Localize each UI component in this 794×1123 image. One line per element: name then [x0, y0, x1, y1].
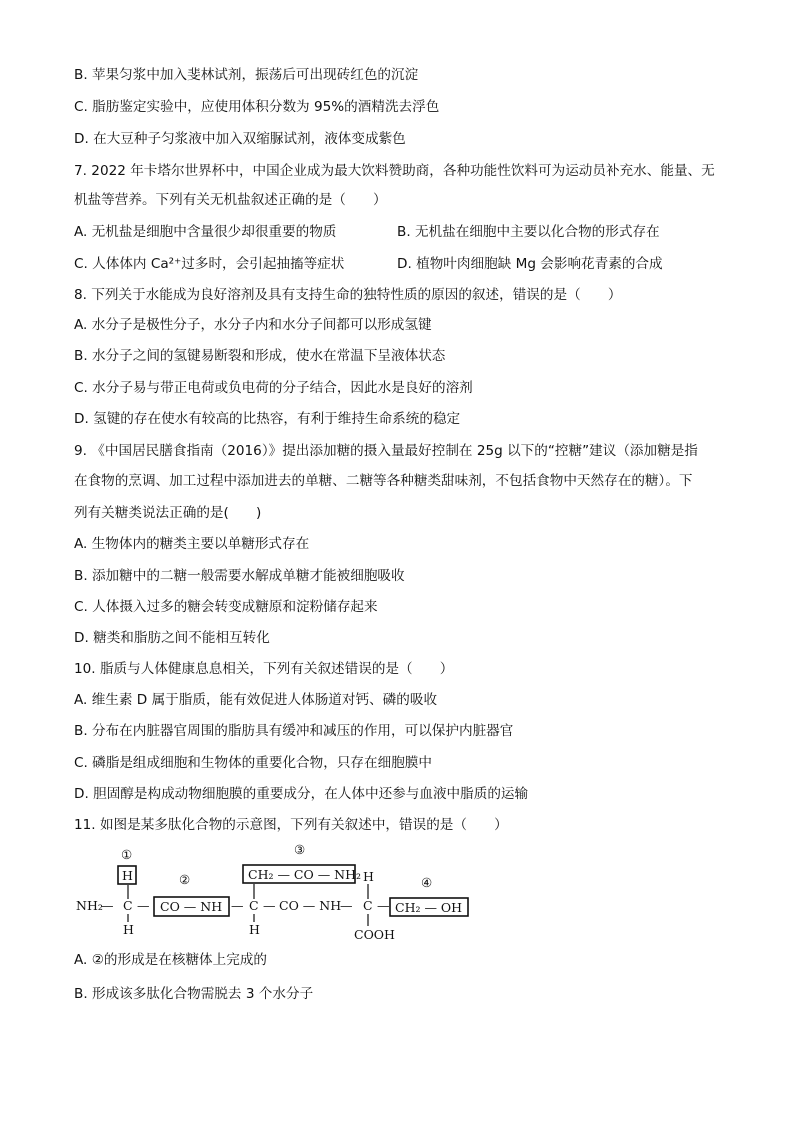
h-bottom-2: H [249, 922, 260, 937]
bond-5: — [340, 898, 353, 913]
q7-option-c: C. 人体体内 Ca²⁺过多时，会引起抽搐等症状 [74, 256, 345, 272]
label-3: ③ [294, 842, 306, 857]
q7-stem-line-1: 7. 2022 年卡塔尔世界杯中，中国企业成为最大饮料赞助商，各种功能性饮料可为运动员补充水、能量、无 [74, 163, 715, 179]
q6-option-b: B. 苹果匀浆中加入斐林试剂，振荡后可出现砖红色的沉淀 [74, 67, 419, 83]
box-1-text: H [122, 868, 133, 883]
polypeptide-diagram [74, 842, 474, 944]
q7-stem-line-2: 机盐等营养。下列有关无机盐叙述正确的是（ ） [74, 192, 387, 208]
q11-option-a: A. ②的形成是在核糖体上完成的 [74, 952, 268, 968]
alpha-carbon-1: C [123, 898, 133, 913]
q11-option-b: B. 形成该多肽化合物需脱去 3 个水分子 [74, 986, 314, 1002]
q9-stem-line-2: 在食物的烹调、加工过程中添加进去的单糖、二糖等各种糖类甜味剂，不包括食物中天然存在的糖）。下 [74, 473, 693, 489]
bond-4: — [263, 898, 276, 913]
q8-option-d: D. 氢键的存在使水有较高的比热容，有利于维持生命系统的稳定 [74, 411, 461, 427]
alpha-carbon-2: C [249, 898, 259, 913]
q10-stem: 10. 脂质与人体健康息息相关，下列有关叙述错误的是（ ） [74, 661, 454, 677]
bond-2: — [137, 898, 150, 913]
label-4: ④ [421, 875, 433, 890]
alpha-carbon-3: C [363, 898, 373, 913]
q10-option-c: C. 磷脂是组成细胞和生物体的重要化合物，只存在细胞膜中 [74, 755, 432, 771]
q10-option-d: D. 胆固醇是构成动物细胞膜的重要成分，在人体中还参与血液中脂质的运输 [74, 786, 529, 802]
q6-option-c: C. 脂肪鉴定实验中，应使用体积分数为 95%的酒精洗去浮色 [74, 99, 440, 115]
cooh-text: COOH [354, 927, 395, 942]
bond-6: — [377, 898, 390, 913]
q10-option-a: A. 维生素 D 属于脂质，能有效促进人体肠道对钙、磷的吸收 [74, 692, 438, 708]
box-3-text: CH₂ — CO — NH₂ [248, 867, 362, 882]
q11-stem: 11. 如图是某多肽化合物的示意图，下列有关叙述中，错误的是（ ） [74, 817, 508, 833]
q9-stem-line-1: 9. 《中国居民膳食指南（2016）》提出添加糖的摄入量最好控制在 25g 以下的“控糖”建议（添加糖是指 [74, 443, 698, 459]
q7-option-d: D. 植物叶肉细胞缺 Mg 会影响花青素的合成 [397, 256, 663, 272]
q8-option-b: B. 水分子之间的氢键易断裂和形成，使水在常温下呈液体状态 [74, 348, 446, 364]
q9-option-b: B. 添加糖中的二糖一般需要水解成单糖才能被细胞吸收 [74, 568, 405, 584]
q9-option-c: C. 人体摄入过多的糖会转变成糖原和淀粉储存起来 [74, 599, 378, 615]
q8-option-a: A. 水分子是极性分子，水分子内和水分子间都可以形成氢键 [74, 317, 432, 333]
label-2: ② [179, 872, 191, 887]
q9-option-d: D. 糖类和脂肪之间不能相互转化 [74, 630, 270, 646]
q9-option-a: A. 生物体内的糖类主要以单糖形式存在 [74, 536, 310, 552]
q10-option-b: B. 分布在内脏器官周围的脂肪具有缓冲和减压的作用，可以保护内脏器官 [74, 723, 514, 739]
q6-option-d: D. 在大豆种子匀浆液中加入双缩脲试剂，液体变成紫色 [74, 131, 406, 147]
q7-option-a: A. 无机盐是细胞中含量很少却很重要的物质 [74, 224, 337, 240]
box-4-text: CH₂ — OH [395, 900, 463, 915]
peptide-bond-text: CO — NH [279, 898, 342, 913]
h-bottom-1: H [123, 922, 134, 937]
q8-stem: 8. 下列关于水能成为良好溶剂及具有支持生命的独特性质的原因的叙述，错误的是（ ） [74, 287, 622, 303]
label-1: ① [121, 847, 133, 862]
bond-1: — [101, 898, 114, 913]
bond-3: — [231, 898, 244, 913]
box-2-text: CO — NH [160, 899, 223, 914]
nh2-text: NH₂ [76, 898, 103, 913]
q7-option-b: B. 无机盐在细胞中主要以化合物的形式存在 [397, 224, 660, 240]
q8-option-c: C. 水分子易与带正电荷或负电荷的分子结合，因此水是良好的溶剂 [74, 380, 473, 396]
q9-stem-line-3: 列有关糖类说法正确的是( ) [74, 505, 262, 521]
h-top-3: H [363, 869, 374, 884]
